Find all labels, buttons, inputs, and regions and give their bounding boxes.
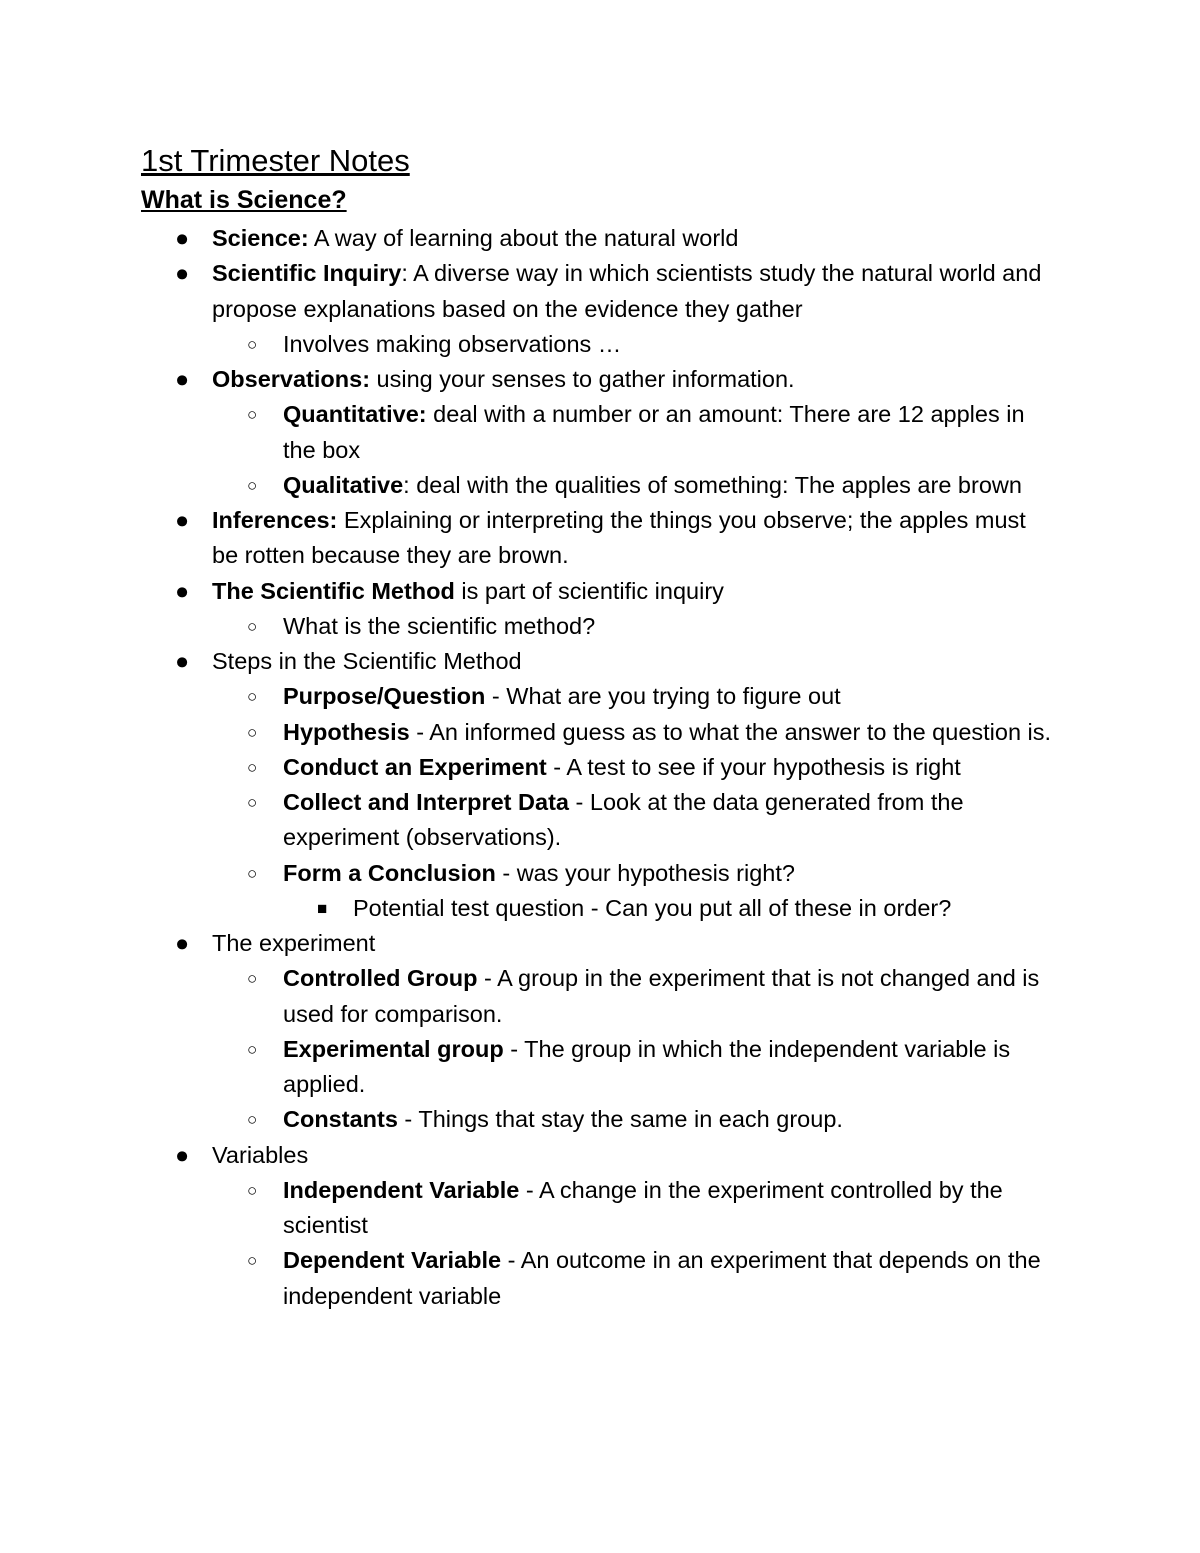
- list-item: [0, 644, 1042, 679]
- term: Purpose/Question: [283, 683, 486, 710]
- section-heading: What is Science?: [141, 186, 347, 214]
- definition: The experiment: [212, 930, 376, 956]
- sub-list-item: [0, 961, 1053, 1032]
- term: Conduct an Experiment: [283, 753, 547, 780]
- bullet-icon: ●: [175, 366, 190, 392]
- term: Qualitative: [283, 471, 404, 498]
- term: Hypothesis: [283, 718, 410, 745]
- definition: - A test to see if your hypothesis is right: [546, 753, 961, 780]
- sub-list-item: [0, 715, 1053, 750]
- sub-list-item: [0, 1173, 1053, 1244]
- circle-bullet-icon: ○: [247, 722, 258, 742]
- bullet-icon: ●: [175, 260, 190, 287]
- sub-list-item: [0, 609, 1053, 644]
- definition: - An outcome in an experiment that depends on the independent variable: [283, 1247, 1041, 1309]
- term: Controlled Group: [283, 965, 478, 992]
- term: Experimental group: [283, 1035, 504, 1062]
- definition: : A diverse way in which scientists study the natural world and propose explanations based on the evidence they gather: [212, 260, 1042, 322]
- term: Constants: [283, 1106, 398, 1133]
- list-item: [0, 221, 1042, 256]
- definition: is part of scientific inquiry: [454, 577, 724, 604]
- term: Inferences:: [212, 507, 338, 533]
- term: Quantitative:: [283, 401, 427, 428]
- term: Observations:: [212, 366, 371, 392]
- definition: - Look at the data generated from the experiment (observations).: [283, 789, 964, 851]
- definition: : deal with the qualities of something: The apples are brown: [403, 471, 1022, 498]
- sub-sub-list-item: [0, 891, 1053, 926]
- list-item: [0, 256, 1042, 327]
- definition: A way of learning about the natural world: [308, 225, 739, 251]
- list-item: [0, 574, 1042, 609]
- circle-bullet-icon: ○: [247, 793, 258, 812]
- circle-bullet-icon: ○: [247, 1251, 258, 1271]
- term: Dependent Variable: [283, 1247, 502, 1274]
- sub-list-item: [0, 856, 1053, 891]
- circle-bullet-icon: ○: [247, 616, 258, 636]
- circle-bullet-icon: ○: [247, 969, 258, 989]
- term: Form a Conclusion: [283, 859, 496, 886]
- list-item: [0, 362, 1042, 397]
- circle-bullet-icon: ○: [247, 1039, 258, 1059]
- definition: What is the scientific method?: [283, 612, 596, 639]
- term: Science:: [212, 225, 309, 251]
- definition: - What are you trying to figure out: [485, 683, 841, 710]
- circle-bullet-icon: ○: [247, 863, 258, 883]
- circle-bullet-icon: ○: [247, 687, 258, 707]
- definition: Potential test question - Can you put all of these in order?: [353, 894, 952, 921]
- circle-bullet-icon: ○: [247, 1110, 258, 1130]
- term: The Scientific Method: [212, 577, 455, 604]
- notes-list: [0, 221, 1200, 1314]
- sub-list-item: [0, 785, 1053, 856]
- page-title: 1st Trimester Notes: [141, 143, 410, 178]
- definition: deal with a number or an amount: There are 12 apples in the box: [283, 401, 1025, 463]
- definition: - A group in the experiment that is not changed and is used for comparison.: [283, 965, 1040, 1027]
- term: Independent Variable: [283, 1176, 520, 1203]
- square-bullet-icon: ■: [317, 898, 328, 918]
- bullet-icon: ●: [175, 225, 190, 251]
- bullet-icon: ●: [175, 648, 190, 674]
- circle-bullet-icon: ○: [247, 1180, 258, 1200]
- term: Collect and Interpret Data: [283, 789, 569, 815]
- definition: Steps in the Scientific Method: [212, 648, 522, 674]
- definition: - A change in the experiment controlled by the scientist: [283, 1176, 1003, 1238]
- circle-bullet-icon: ○: [247, 475, 258, 495]
- definition: Involves making observations …: [283, 330, 622, 357]
- sub-list-item: [0, 679, 1053, 714]
- definition: - Things that stay the same in each group.: [397, 1106, 843, 1133]
- sub-list-item: [0, 750, 1053, 785]
- term: Scientific Inquiry: [212, 260, 402, 287]
- circle-bullet-icon: ○: [247, 334, 258, 354]
- sub-list-item: [0, 397, 1053, 468]
- bullet-icon: ●: [175, 930, 190, 956]
- bullet-icon: ●: [175, 1141, 190, 1168]
- sub-list-item: [0, 468, 1053, 503]
- bullet-icon: ●: [175, 577, 190, 604]
- sub-list-item: [0, 1102, 1053, 1137]
- circle-bullet-icon: ○: [247, 757, 258, 777]
- definition: - An informed guess as to what the answer to the question is.: [409, 718, 1052, 745]
- definition: - The group in which the independent variable is applied.: [283, 1035, 1011, 1097]
- sub-list-item: [0, 1032, 1053, 1103]
- sub-list-item: [0, 1243, 1053, 1314]
- circle-bullet-icon: ○: [247, 405, 258, 425]
- sub-list-item: [0, 327, 1053, 362]
- definition: - was your hypothesis right?: [495, 859, 795, 886]
- list-item: [0, 1138, 1042, 1173]
- definition: Variables: [212, 1141, 309, 1168]
- bullet-icon: ●: [175, 507, 190, 533]
- list-item: [0, 503, 1042, 574]
- list-item: [0, 926, 1042, 961]
- definition: Explaining or interpreting the things you observe; the apples must be rotten because they are brown.: [212, 507, 1026, 569]
- definition: using your senses to gather information.: [370, 366, 795, 392]
